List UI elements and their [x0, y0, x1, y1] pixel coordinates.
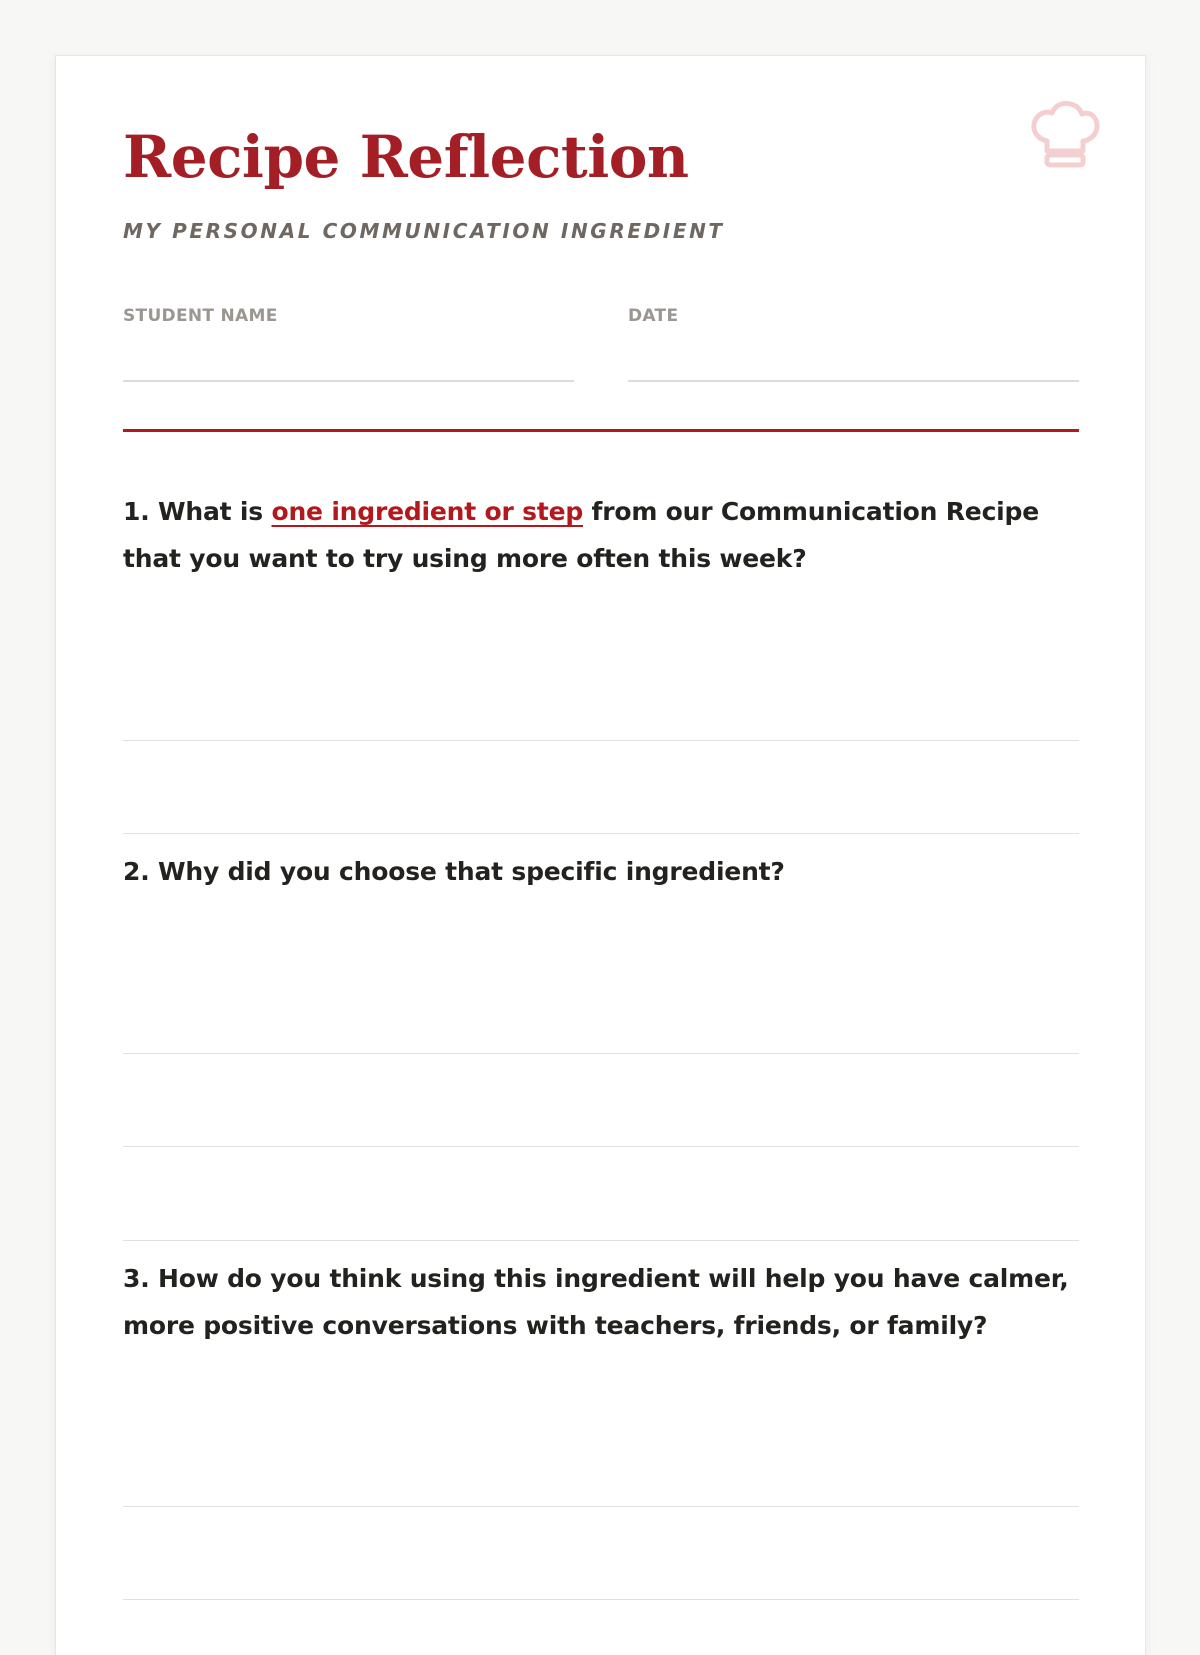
- question-1: [123, 488, 1079, 582]
- student-name-label: STUDENT NAME: [123, 306, 278, 326]
- date-label: DATE: [628, 306, 679, 326]
- question-2-number: 2.: [123, 857, 150, 886]
- answer-line[interactable]: [123, 833, 1079, 834]
- section-divider: [123, 429, 1079, 432]
- worksheet-page: [55, 55, 1146, 1655]
- question-3-text: How do you think using this ingredient will help you have calmer, more positive conversations with teachers, friends, or family?: [123, 1264, 1069, 1340]
- question-3: [123, 1255, 1079, 1349]
- question-2: [123, 848, 1079, 895]
- question-1-number: 1.: [123, 497, 150, 526]
- answer-line[interactable]: [123, 1053, 1079, 1054]
- answer-line[interactable]: [123, 1146, 1079, 1147]
- question-2-text: Why did you choose that specific ingredient?: [158, 857, 785, 886]
- answer-line[interactable]: [123, 1240, 1079, 1241]
- question-1-highlight: one ingredient or step: [271, 497, 584, 526]
- chef-hat-icon: [1030, 101, 1100, 171]
- question-3-number: 3.: [123, 1264, 150, 1293]
- page-title: Recipe Reflection: [123, 123, 689, 191]
- page-subtitle: MY PERSONAL COMMUNICATION INGREDIENT: [123, 219, 725, 243]
- question-1-text-after: from our Communication Recipe that you want to try using more often this week?: [123, 497, 1040, 573]
- student-name-field[interactable]: [123, 306, 574, 382]
- answer-line[interactable]: [123, 740, 1079, 741]
- student-info-fields: [123, 306, 1079, 382]
- answer-line[interactable]: [123, 1506, 1079, 1507]
- question-1-text-before: What is: [158, 497, 263, 526]
- date-field[interactable]: [628, 306, 1079, 382]
